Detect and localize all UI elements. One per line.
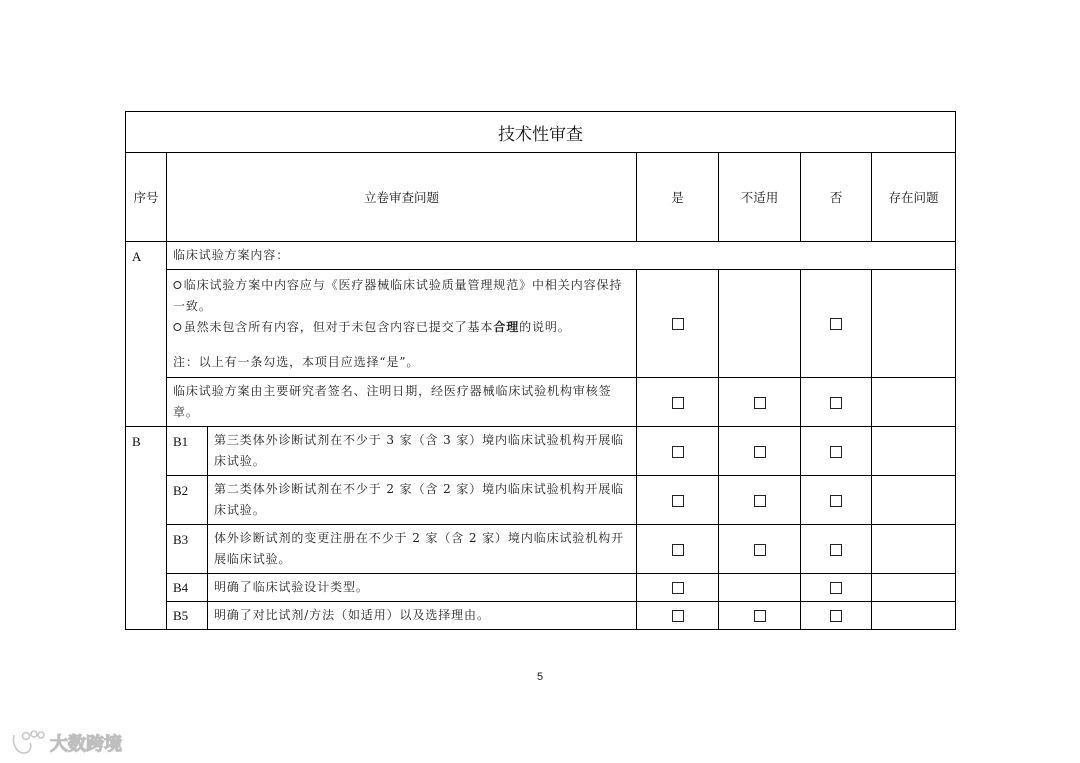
a2-no-cell [801, 378, 872, 427]
checkbox[interactable] [672, 495, 684, 507]
section-a-row1-text [167, 270, 637, 378]
note-text: 注：以上有一条勾选，本项目应选择“是”。 [173, 354, 420, 369]
header-seq: 序号 [126, 153, 167, 242]
bullet-circle-icon: ⭘ [173, 278, 183, 292]
b4-no-cell [801, 574, 872, 602]
section-a-row2-text: 临床试验方案由主要研究者签名、注明日期，经医疗器械临床试验机构审核签章。 [167, 378, 637, 427]
row-text: 明确了临床试验设计类型。 [208, 574, 637, 602]
checkbox[interactable] [672, 610, 684, 622]
checkbox[interactable] [830, 397, 842, 409]
b4-issues-cell[interactable] [872, 574, 956, 602]
a2-issues-cell[interactable] [872, 378, 956, 427]
checkbox[interactable] [672, 318, 684, 330]
checkbox[interactable] [672, 397, 684, 409]
checkbox[interactable] [672, 446, 684, 458]
checkbox[interactable] [754, 397, 766, 409]
watermark-text: 大数跨境 [50, 734, 122, 755]
page-number: 5 [536, 671, 544, 683]
a1-yes-cell [637, 270, 719, 378]
watermark-icon [13, 731, 44, 753]
b5-no-cell [801, 602, 872, 630]
checkbox[interactable] [754, 446, 766, 458]
a1-issues-cell[interactable] [872, 270, 956, 378]
a1-na-cell [719, 270, 801, 378]
b3-na-cell [719, 525, 801, 574]
b1-yes-cell [637, 427, 719, 476]
b1-no-cell [801, 427, 872, 476]
checkbox[interactable] [754, 495, 766, 507]
bullet-item-1: ⭘临床试验方案中内容应与《医疗器械临床试验质量管理规范》中相关内容保持一致。 [173, 277, 623, 313]
technical-review-table [125, 111, 956, 630]
b2-yes-cell [637, 476, 719, 525]
checkbox[interactable] [754, 544, 766, 556]
bullet-item-2: ⭘虽然未包含所有内容，但对于未包含内容已提交了基本合理的说明。 [173, 319, 571, 334]
watermark-logo [10, 727, 150, 757]
b4-yes-cell [637, 574, 719, 602]
b4-na-cell [719, 574, 801, 602]
checkbox[interactable] [672, 582, 684, 594]
b5-issues-cell[interactable] [872, 602, 956, 630]
checkbox[interactable] [830, 610, 842, 622]
b3-no-cell [801, 525, 872, 574]
b1-na-cell [719, 427, 801, 476]
row-code: B2 [167, 476, 208, 525]
b3-yes-cell [637, 525, 719, 574]
header-issues: 存在问题 [872, 153, 956, 242]
b2-na-cell [719, 476, 801, 525]
header-yes: 是 [637, 153, 719, 242]
row-text: 第三类体外诊断试剂在不少于 3 家（含 3 家）境内临床试验机构开展临床试验。 [208, 427, 637, 476]
header-not-applicable: 不适用 [719, 153, 801, 242]
b2-no-cell [801, 476, 872, 525]
section-b-code: B [126, 427, 167, 630]
checkbox[interactable] [830, 318, 842, 330]
row-code: B4 [167, 574, 208, 602]
b3-issues-cell[interactable] [872, 525, 956, 574]
checkbox[interactable] [672, 544, 684, 556]
row-text: 明确了对比试剂/方法（如适用）以及选择理由。 [208, 602, 637, 630]
section-a-heading: 临床试验方案内容： [167, 242, 956, 270]
checkbox[interactable] [830, 582, 842, 594]
row-text: 第二类体外诊断试剂在不少于 2 家（含 2 家）境内临床试验机构开展临床试验。 [208, 476, 637, 525]
b5-yes-cell [637, 602, 719, 630]
b2-issues-cell[interactable] [872, 476, 956, 525]
checkbox[interactable] [830, 544, 842, 556]
header-question: 立卷审查问题 [167, 153, 637, 242]
checkbox[interactable] [830, 495, 842, 507]
bullet-circle-icon: ⭘ [173, 320, 183, 334]
a2-na-cell [719, 378, 801, 427]
row-code: B3 [167, 525, 208, 574]
header-no: 否 [801, 153, 872, 242]
b5-na-cell [719, 602, 801, 630]
checkbox[interactable] [754, 610, 766, 622]
b1-issues-cell[interactable] [872, 427, 956, 476]
checkbox[interactable] [830, 446, 842, 458]
table-title: 技术性审查 [126, 112, 956, 153]
row-text: 体外诊断试剂的变更注册在不少于 2 家（含 2 家）境内临床试验机构开展临床试验。 [208, 525, 637, 574]
a1-no-cell [801, 270, 872, 378]
row-code: B5 [167, 602, 208, 630]
a2-yes-cell [637, 378, 719, 427]
row-code: B1 [167, 427, 208, 476]
section-a-code: A [126, 242, 167, 427]
